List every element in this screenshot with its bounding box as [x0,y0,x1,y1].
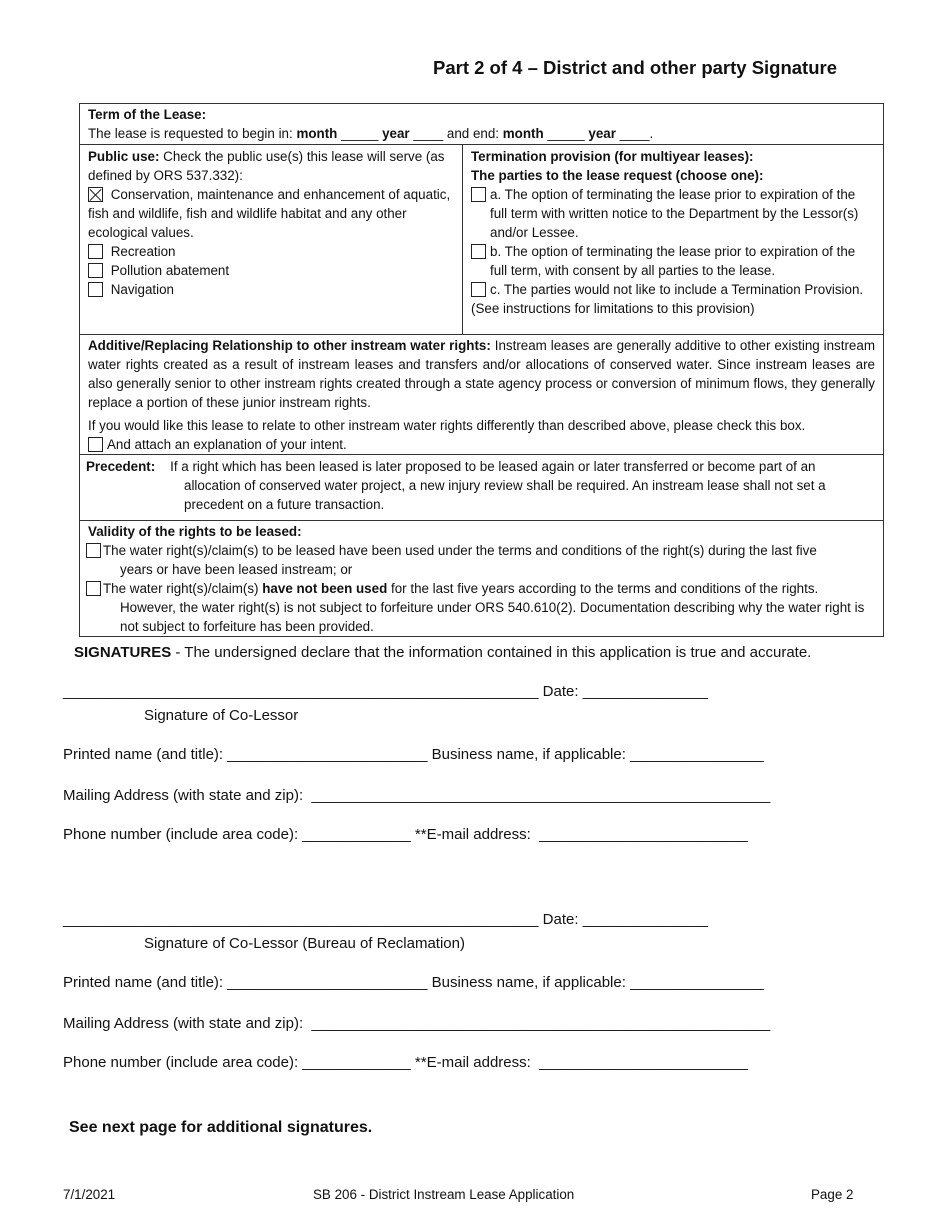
validity-not-used-bold: have not been used [262,581,388,596]
signatures-heading: SIGNATURES [74,644,172,661]
begin-year-label: year [382,126,410,141]
mailing-address-field[interactable]: Mailing Address (with state and zip): _______________________________________________________ [63,787,771,804]
page-title: Part 2 of 4 – District and other party Signature [433,57,838,78]
end-month-field[interactable]: _____ [547,126,585,141]
end-year-field[interactable]: ____. [619,126,654,141]
signatures-declaration [74,643,811,662]
public-use-heading: Public use: [88,149,160,164]
public-use-intro: Check the public use(s) this lease will serve (as defined by ORS 537.332): [88,149,445,183]
termination-option-c-checkbox[interactable] [471,282,486,297]
precedent-rest: allocation of conserved water project, a new injury review shall be required. An instream lease shall not set a precedent on a future transaction. [184,478,826,512]
precedent-line1: If a right which has been leased is later proposed to be leased again or later transferred or become part of an [170,459,816,474]
termination-option-b-label: b. The option of terminating the lease prior to expiration of the full term, with consent by all parties to the lease. [490,244,856,278]
precedent-heading: Precedent: [86,459,156,474]
signature-line-co-lessor[interactable]: _________________________________________________________ Date: _______________ [63,683,708,700]
end-label: and end: [446,126,500,141]
navigation-label: Navigation [110,282,175,297]
termination-option-a-checkbox[interactable] [471,187,486,202]
end-year-label: year [588,126,616,141]
term-heading: Term of the Lease: [88,107,207,122]
signature-label-bureau: Signature of Co-Lessor (Bureau of Reclamation) [144,935,465,952]
additive-heading: Additive/Replacing Relationship to other instream water rights: [88,338,491,353]
footer-date: 7/1/2021 [63,1187,116,1202]
termination-subheading: The parties to the lease request (choose one): [471,168,764,183]
termination-note: (See instructions for limitations to this provision) [471,301,755,316]
validity-used-rest: years or have been leased instream; or [120,562,353,577]
pollution-abatement-checkbox[interactable] [88,263,103,278]
begin-month-label: month [296,126,338,141]
additive-section [80,335,884,455]
conservation-label: Conservation, maintenance and enhancement of aquatic, fish and wildlife, fish and wildlife habitat and any other ecological values. [88,187,451,240]
phone-email-field[interactable]: Phone number (include area code): _____________ **E-mail address: _________________________ [63,826,748,843]
recreation-label: Recreation [110,244,176,259]
validity-used-line1: The water right(s)/claim(s) to be leased have been used under the terms and conditions of the right(s) during the last five [103,543,817,558]
validity-not-used-checkbox[interactable] [86,581,101,596]
mailing-address-field[interactable]: Mailing Address (with state and zip): _______________________________________________________ [63,1015,771,1032]
termination-option-c-label: c. The parties would not like to include a Termination Provision. [490,282,864,297]
validity-not-used-rest: However, the water right(s) is not subject to forfeiture under ORS 540.610(2). Documentation describing why the water right is not subject to forfeiture has been provided. [120,600,865,634]
lease-form-table [79,103,884,637]
term-prefix: The lease is requested to begin in: [88,126,293,141]
phone-email-field[interactable]: Phone number (include area code): _____________ **E-mail address: _________________________ [63,1054,748,1071]
recreation-checkbox[interactable] [88,244,103,259]
conservation-checkbox[interactable] [88,187,103,202]
signature-line-bureau[interactable]: _________________________________________________________ Date: _______________ [63,911,708,928]
termination-section [463,145,884,335]
pollution-abatement-label: Pollution abatement [110,263,230,278]
signature-label-co-lessor: Signature of Co-Lessor [144,707,299,724]
footer-document-title: SB 206 - District Instream Lease Application [313,1187,575,1202]
validity-not-used-post: for the last five years according to the terms and conditions of the rights. [391,581,819,596]
termination-option-a-label: a. The option of terminating the lease prior to expiration of the full term with written notice to the Department by the Lessor(s) and/or Lessee. [490,187,859,240]
termination-heading: Termination provision (for multiyear leases): [471,149,754,164]
term-section [80,104,884,145]
additive-explanation-checkbox[interactable] [88,437,103,452]
validity-section [80,521,884,637]
termination-option-b-checkbox[interactable] [471,244,486,259]
signatures-declaration-text: - The undersigned declare that the information contained in this application is true and accurate. [171,644,812,661]
begin-month-field[interactable]: _____ [341,126,379,141]
next-page-note: See next page for additional signatures. [69,1119,373,1136]
begin-year-field[interactable]: ____ [413,126,444,141]
additive-body: Instream leases are generally additive to other existing instream water rights created as a result of instream leases and transfers and/or allocations of conserved water. Since instream leases are also generally senior to other instream rights created through a state agency process or conversion of minimum flows, they generally replace a portion of these junior instream rights. [88,338,875,410]
validity-used-checkbox[interactable] [86,543,101,558]
additive-check-text: If you would like this lease to relate to other instream water rights differently than described above, please check this box. [88,418,806,433]
footer-page-number: Page 2 [811,1187,854,1202]
printed-name-field[interactable]: Printed name (and title): ________________________ Business name, if applicable: ________________ [63,746,764,763]
printed-name-field[interactable]: Printed name (and title): ________________________ Business name, if applicable: ________________ [63,974,764,991]
additive-attach-label: And attach an explanation of your intent. [107,437,347,452]
end-month-label: month [502,126,544,141]
validity-not-used-pre: The water right(s)/claim(s) [103,581,259,596]
validity-heading: Validity of the rights to be leased: [88,524,302,539]
public-use-section [80,145,463,335]
navigation-checkbox[interactable] [88,282,103,297]
precedent-section [80,455,884,521]
